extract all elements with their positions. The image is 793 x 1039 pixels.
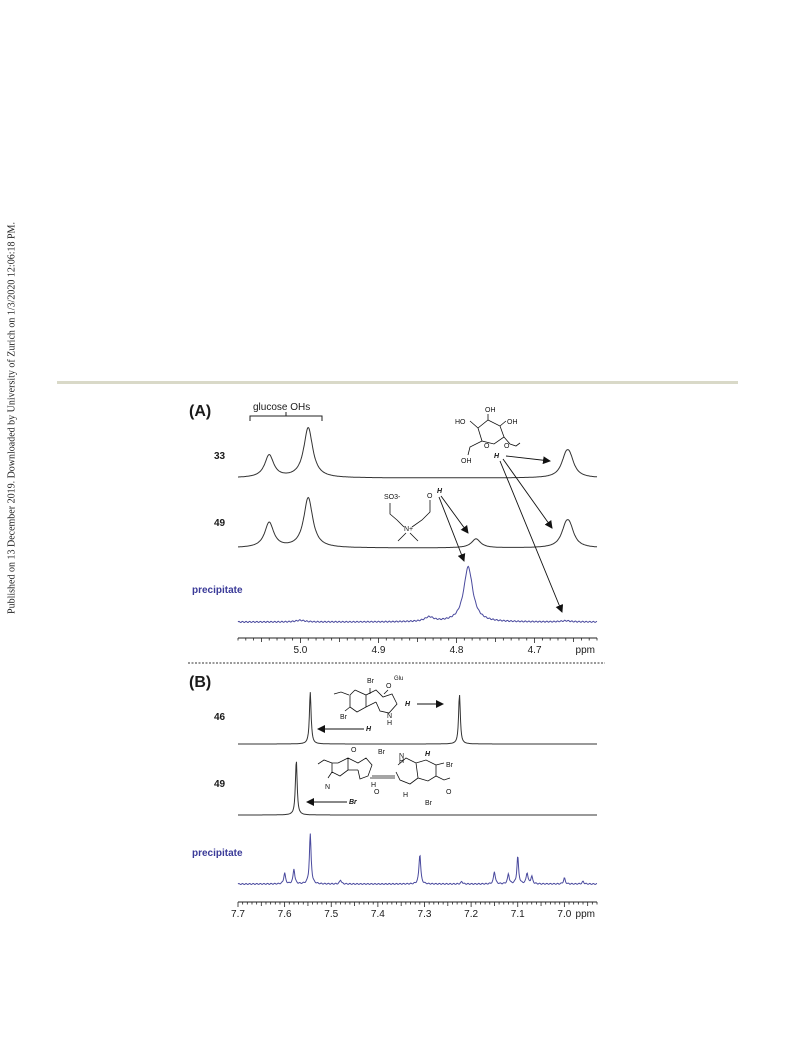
- chem-label: O: [446, 789, 452, 796]
- chem-label: Br: [378, 749, 385, 756]
- chem-label: SO3-: [384, 494, 401, 501]
- series-label-b-precipitate: precipitate: [192, 848, 243, 859]
- chem-label: H: [399, 758, 405, 765]
- chem-label: O: [427, 493, 433, 500]
- chem-label: N+: [404, 526, 414, 533]
- chem-label: OH: [485, 407, 496, 414]
- chem-label: H: [437, 488, 443, 495]
- trace-b-49: [238, 762, 597, 815]
- chem-label: Br: [340, 714, 347, 721]
- axis-unit: ppm: [575, 645, 595, 656]
- series-label-b-49: 49: [214, 779, 226, 790]
- chem-label: OH: [461, 458, 472, 465]
- chem-label: N: [387, 713, 393, 720]
- chem-label: N: [325, 784, 331, 791]
- glucose-bracket: [250, 412, 322, 421]
- tick-label: 4.8: [449, 645, 464, 656]
- tick-label: 4.7: [527, 645, 542, 656]
- chem-label: O: [351, 747, 357, 754]
- tick-label: 7.2: [464, 909, 479, 920]
- trace-b-46: [238, 692, 597, 744]
- chem-label: O: [484, 443, 490, 450]
- chem-label: OH: [507, 419, 518, 426]
- chem-label: Br: [367, 678, 374, 685]
- tick-label: 7.1: [510, 909, 525, 920]
- annotation-glucose-ohs: glucose OHs: [253, 402, 311, 413]
- chem-label: H: [425, 751, 431, 758]
- sulfobetaine-structure: [384, 488, 443, 541]
- chem-label: Br: [446, 762, 453, 769]
- chem-label: O: [386, 683, 392, 690]
- trace-a-precipitate: [238, 566, 597, 622]
- chem-label: Glu: [394, 676, 404, 682]
- panel-label-b: (B): [189, 674, 212, 691]
- tick-label: 5.0: [293, 645, 308, 656]
- chem-label: Br: [349, 799, 357, 806]
- tick-label: 7.4: [370, 909, 385, 920]
- axis-unit: ppm: [575, 909, 595, 920]
- tick-label: 4.9: [371, 645, 386, 656]
- chem-label: O: [374, 789, 380, 796]
- chem-label: N: [399, 753, 405, 760]
- tick-label: 7.6: [277, 909, 292, 920]
- chem-label: H: [387, 720, 393, 727]
- series-label-a-33: 33: [214, 451, 226, 462]
- chem-label: HO: [455, 419, 466, 426]
- chem-label: H: [403, 792, 409, 799]
- panel-label-a: (A): [189, 403, 212, 420]
- chem-label: Br: [425, 800, 432, 807]
- chem-label: H: [405, 701, 411, 708]
- tick-label: 7.0: [557, 909, 572, 920]
- x-axis-a: [238, 638, 597, 656]
- trace-a-33: [238, 428, 597, 478]
- indoxyl-structure: [334, 676, 411, 733]
- trace-b-precipitate: [238, 834, 597, 885]
- series-label-a-precipitate: precipitate: [192, 585, 243, 596]
- tick-label: 7.3: [417, 909, 432, 920]
- arrows-a: [439, 456, 562, 612]
- publication-notice-text: Published on 13 December 2019. Downloaded by University of Zurich on 1/3/2020 12:06:18 PM.: [6, 222, 18, 614]
- chem-label: H: [366, 726, 372, 733]
- chem-label: O: [504, 443, 510, 450]
- indigo-structure: [318, 747, 454, 807]
- tick-label: 7.5: [324, 909, 339, 920]
- chem-label: H: [371, 782, 377, 789]
- x-axis-b: [231, 902, 597, 920]
- series-label-b-46: 46: [214, 712, 226, 723]
- series-label-a-49: 49: [214, 518, 226, 529]
- chem-label: H: [494, 453, 500, 460]
- tick-label: 7.7: [231, 909, 245, 920]
